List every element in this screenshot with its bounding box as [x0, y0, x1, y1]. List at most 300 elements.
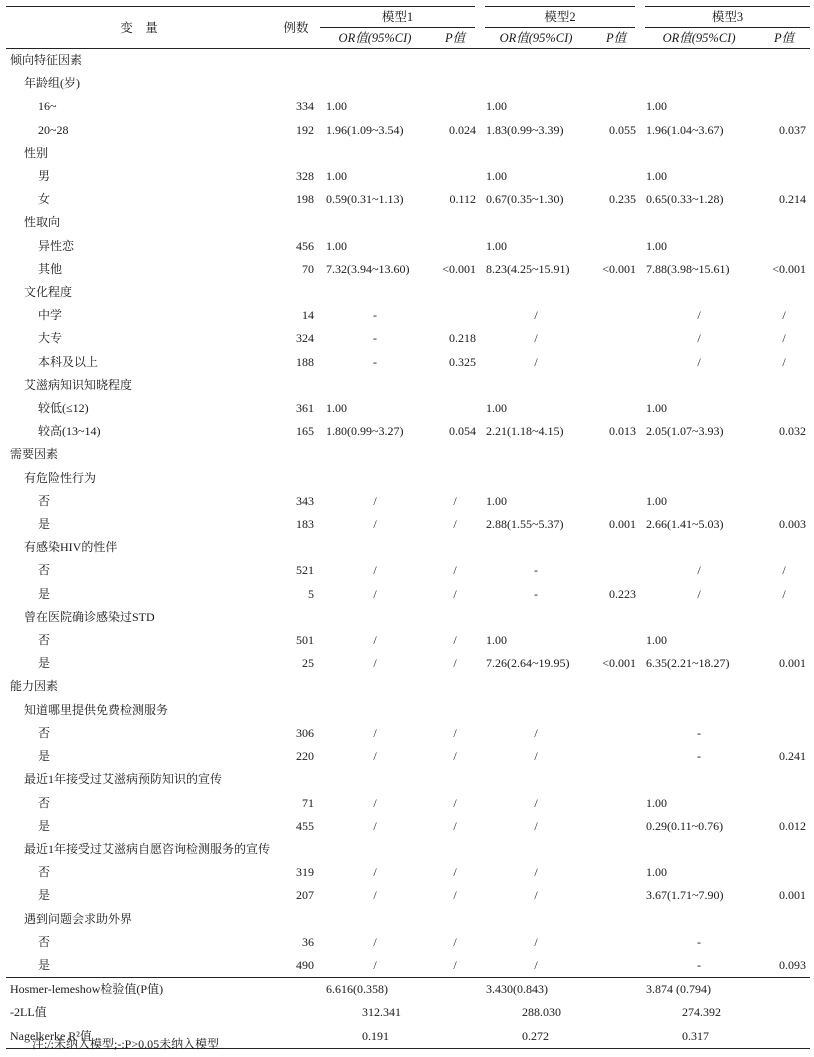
- table-row: [6, 559, 810, 582]
- row-label: 否: [38, 493, 51, 508]
- row-label: 否: [38, 795, 51, 810]
- row-count: 343: [296, 493, 314, 508]
- p-cell: [758, 72, 810, 95]
- or-cell: [480, 443, 592, 466]
- p-cell: /: [453, 888, 457, 903]
- table-row: [6, 606, 810, 629]
- table-row: [6, 699, 810, 722]
- or-cell: [480, 374, 592, 397]
- p-cell: /: [782, 354, 786, 369]
- header-model-3: 模型3: [640, 7, 810, 28]
- row-label: 性别: [24, 145, 49, 160]
- row-label: 有危险性行为: [24, 470, 97, 485]
- row-label: 较高(13~14): [38, 424, 101, 439]
- or-cell: /: [697, 331, 701, 346]
- p-cell: [592, 722, 640, 745]
- stats-value-model-3: 0.317: [682, 1028, 710, 1043]
- header-variable: 变 量: [6, 7, 272, 49]
- row-label: 否: [38, 934, 51, 949]
- row-label: 艾滋病知识知晓程度: [24, 377, 133, 392]
- table-row: [6, 861, 810, 884]
- or-cell: [640, 699, 758, 722]
- table-row: [6, 351, 810, 374]
- p-cell: [430, 95, 480, 118]
- or-cell: /: [534, 818, 538, 833]
- or-cell: /: [373, 957, 377, 972]
- or-cell: /: [373, 493, 377, 508]
- p-cell: [430, 142, 480, 165]
- table-row: [6, 768, 810, 791]
- table-row: [6, 583, 810, 606]
- or-cell: /: [373, 725, 377, 740]
- or-cell: [320, 908, 430, 931]
- table-row: [6, 258, 810, 281]
- p-cell: [430, 606, 480, 629]
- or-cell: /: [373, 818, 377, 833]
- table-row: [6, 304, 810, 327]
- row-count: 324: [296, 331, 314, 346]
- p-cell: <0.001: [602, 656, 637, 671]
- p-cell: [430, 838, 480, 861]
- row-label: 20~28: [38, 122, 69, 137]
- or-cell: -: [373, 308, 377, 323]
- row-label: 倾向特征因素: [10, 53, 83, 67]
- or-cell: /: [373, 586, 377, 601]
- row-count: 14: [302, 308, 314, 323]
- stats-row: [6, 1001, 810, 1024]
- p-cell: [592, 629, 640, 652]
- p-cell: [758, 95, 810, 118]
- or-cell: [640, 838, 758, 861]
- row-label: 否: [38, 725, 51, 740]
- or-cell: [320, 374, 430, 397]
- table-row: [6, 235, 810, 258]
- table-row: [6, 722, 810, 745]
- table-row: [6, 188, 810, 211]
- row-label: 是: [38, 586, 51, 601]
- stats-value-model-1: 0.191: [362, 1028, 389, 1043]
- row-label: 最近1年接受过艾滋病自愿咨询检测服务的宣传: [24, 841, 271, 856]
- row-count: [272, 675, 320, 698]
- p-cell: [592, 745, 640, 768]
- p-cell: [758, 606, 810, 629]
- row-label: 能力因素: [10, 679, 59, 694]
- or-cell: [640, 768, 758, 791]
- header-count: 例数: [272, 7, 320, 49]
- or-cell: 7.32(3.94~13.60): [326, 261, 410, 276]
- row-count: [272, 281, 320, 304]
- p-cell: [758, 49, 810, 73]
- table-row: [6, 420, 810, 443]
- header-or-2: OR值(95%CI): [480, 28, 592, 49]
- or-cell: 0.65(0.33~1.28): [646, 192, 724, 207]
- table-row: [6, 119, 810, 142]
- p-cell: 0.001: [779, 656, 807, 671]
- p-cell: /: [453, 865, 457, 880]
- or-cell: [320, 72, 430, 95]
- p-cell: /: [782, 308, 786, 323]
- p-cell: [592, 861, 640, 884]
- or-cell: /: [534, 934, 538, 949]
- row-label: 有感染HIV的性伴: [24, 540, 118, 555]
- table-row: [6, 931, 810, 954]
- p-cell: [592, 675, 640, 698]
- or-cell: [320, 675, 430, 698]
- or-cell: /: [534, 749, 538, 764]
- table-row: [6, 652, 810, 675]
- or-cell: 1.00: [486, 401, 508, 416]
- or-cell: [480, 142, 592, 165]
- or-cell: 7.88(3.98~15.61): [646, 261, 730, 276]
- or-cell: 1.00: [646, 238, 668, 253]
- row-count: 207: [296, 888, 314, 903]
- row-count: 36: [302, 934, 314, 949]
- p-cell: [430, 72, 480, 95]
- p-cell: /: [453, 818, 457, 833]
- or-cell: /: [373, 633, 377, 648]
- p-cell: [758, 699, 810, 722]
- table-row: [6, 954, 810, 978]
- or-cell: -: [373, 331, 377, 346]
- or-cell: [640, 374, 758, 397]
- or-cell: /: [373, 517, 377, 532]
- row-count: 319: [296, 865, 314, 880]
- p-cell: 0.241: [779, 749, 807, 764]
- p-cell: [592, 931, 640, 954]
- p-cell: [592, 351, 640, 374]
- table-row: [6, 815, 810, 838]
- row-label: 女: [38, 192, 51, 207]
- p-cell: [758, 490, 810, 513]
- or-cell: [320, 142, 430, 165]
- p-cell: [758, 281, 810, 304]
- row-label: 是: [38, 888, 51, 903]
- p-cell: [592, 792, 640, 815]
- or-cell: [480, 675, 592, 698]
- or-cell: [640, 281, 758, 304]
- or-cell: -: [373, 354, 377, 369]
- or-cell: [480, 606, 592, 629]
- row-count: 455: [296, 818, 314, 833]
- p-cell: [592, 397, 640, 420]
- regression-table: [6, 6, 810, 1049]
- or-cell: [640, 536, 758, 559]
- p-cell: [430, 675, 480, 698]
- p-cell: [592, 559, 640, 582]
- p-cell: [430, 467, 480, 490]
- row-label: 是: [38, 957, 51, 972]
- row-count: 328: [296, 169, 314, 184]
- p-cell: 0.055: [609, 122, 637, 137]
- row-count: 165: [296, 424, 314, 439]
- p-cell: 0.001: [779, 888, 807, 903]
- row-count: 192: [296, 122, 314, 137]
- or-cell: [320, 536, 430, 559]
- p-cell: [430, 768, 480, 791]
- or-cell: [320, 768, 430, 791]
- or-cell: 2.21(1.18~4.15): [486, 424, 564, 439]
- or-cell: /: [373, 563, 377, 578]
- p-cell: [758, 397, 810, 420]
- or-cell: /: [534, 795, 538, 810]
- p-cell: [592, 235, 640, 258]
- p-cell: /: [782, 331, 786, 346]
- p-cell: [592, 606, 640, 629]
- or-cell: [320, 443, 430, 466]
- or-cell: /: [534, 865, 538, 880]
- or-cell: /: [697, 308, 701, 323]
- or-cell: [480, 467, 592, 490]
- p-cell: [758, 722, 810, 745]
- or-cell: /: [534, 308, 538, 323]
- row-count: 188: [296, 354, 314, 369]
- p-cell: 0.001: [609, 517, 637, 532]
- p-cell: [430, 908, 480, 931]
- row-label: 中学: [38, 308, 63, 323]
- p-cell: 0.024: [449, 122, 477, 137]
- or-cell: [640, 142, 758, 165]
- p-cell: /: [453, 517, 457, 532]
- p-cell: /: [453, 563, 457, 578]
- p-cell: [592, 211, 640, 234]
- p-cell: [592, 374, 640, 397]
- or-cell: /: [697, 563, 701, 578]
- p-cell: [592, 95, 640, 118]
- row-count: [272, 374, 320, 397]
- table-row: [6, 327, 810, 350]
- p-cell: [592, 884, 640, 907]
- or-cell: [320, 699, 430, 722]
- table-row: [6, 536, 810, 559]
- or-cell: [480, 768, 592, 791]
- p-cell: [430, 211, 480, 234]
- row-count: 490: [296, 957, 314, 972]
- or-cell: 1.00: [646, 401, 668, 416]
- row-label: 最近1年接受过艾滋病预防知识的宣传: [24, 772, 223, 787]
- table-row: [6, 490, 810, 513]
- or-cell: -: [697, 725, 702, 740]
- p-cell: [430, 281, 480, 304]
- stats-label: -2LL值: [10, 1005, 47, 1020]
- p-cell: [592, 908, 640, 931]
- table-row: [6, 908, 810, 931]
- or-cell: 0.67(0.35~1.30): [486, 192, 564, 207]
- row-count: 361: [296, 401, 314, 416]
- row-label: 性取向: [24, 215, 61, 230]
- or-cell: -: [697, 934, 702, 949]
- row-count: [272, 467, 320, 490]
- row-label: 否: [38, 633, 51, 648]
- row-label: 否: [38, 865, 51, 880]
- p-cell: 0.013: [609, 424, 637, 439]
- row-label: 需要因素: [10, 447, 59, 462]
- table-row: [6, 838, 810, 861]
- p-cell: [430, 374, 480, 397]
- p-cell: [758, 443, 810, 466]
- p-cell: [758, 165, 810, 188]
- row-count: [272, 72, 320, 95]
- or-cell: 1.00: [326, 238, 347, 253]
- p-cell: [592, 165, 640, 188]
- row-label: 16~: [38, 99, 57, 114]
- row-label: 是: [38, 656, 51, 671]
- row-count: [272, 838, 320, 861]
- table-row: [6, 165, 810, 188]
- p-cell: 0.037: [779, 122, 807, 137]
- stats-value-model-3: 3.874 (0.794): [646, 982, 712, 997]
- table-row: [6, 95, 810, 118]
- row-count: [272, 49, 320, 73]
- p-cell: /: [453, 725, 457, 740]
- or-cell: /: [373, 749, 377, 764]
- p-cell: /: [782, 563, 786, 578]
- header-p-3: P值: [758, 28, 810, 49]
- or-cell: -: [697, 957, 702, 972]
- p-cell: /: [453, 934, 457, 949]
- or-cell: 1.00: [646, 633, 668, 648]
- or-cell: /: [534, 331, 538, 346]
- or-cell: 1.00: [646, 493, 668, 508]
- p-cell: /: [453, 795, 457, 810]
- row-label: 遇到问题会求助外界: [24, 911, 133, 926]
- or-cell: 0.29(0.11~0.76): [646, 818, 724, 833]
- p-cell: 0.325: [449, 354, 477, 369]
- row-count: 71: [302, 795, 314, 810]
- p-cell: /: [453, 633, 457, 648]
- header-p-2: P值: [592, 28, 640, 49]
- p-cell: /: [453, 493, 457, 508]
- or-cell: /: [373, 656, 377, 671]
- row-count: [272, 443, 320, 466]
- row-count: [272, 142, 320, 165]
- stats-value-model-2: 0.272: [522, 1028, 550, 1043]
- or-cell: /: [534, 957, 538, 972]
- or-cell: -: [534, 586, 539, 601]
- table-row: [6, 745, 810, 768]
- or-cell: /: [373, 865, 377, 880]
- or-cell: [640, 443, 758, 466]
- header-model-2: 模型2: [480, 7, 640, 28]
- row-label: 否: [38, 563, 51, 578]
- row-count: 198: [296, 192, 314, 207]
- or-cell: [320, 211, 430, 234]
- or-cell: 0.59(0.31~1.13): [326, 192, 404, 207]
- row-count: 521: [296, 563, 314, 578]
- or-cell: 6.35(2.21~18.27): [646, 656, 730, 671]
- or-cell: [480, 211, 592, 234]
- table-row: [6, 281, 810, 304]
- row-count: [272, 211, 320, 234]
- table-row: [6, 884, 810, 907]
- p-cell: [430, 49, 480, 73]
- p-cell: [592, 490, 640, 513]
- p-cell: [592, 467, 640, 490]
- p-cell: [758, 768, 810, 791]
- p-cell: [430, 699, 480, 722]
- p-cell: [592, 304, 640, 327]
- or-cell: /: [373, 888, 377, 903]
- header-or-1: OR值(95%CI): [320, 28, 430, 49]
- p-cell: [758, 908, 810, 931]
- table-body: [6, 49, 810, 1049]
- row-label: 文化程度: [24, 285, 73, 300]
- or-cell: -: [697, 749, 702, 764]
- or-cell: 1.00: [486, 99, 508, 114]
- or-cell: [480, 49, 592, 73]
- row-label: 其他: [38, 261, 63, 276]
- or-cell: [480, 72, 592, 95]
- p-cell: [592, 327, 640, 350]
- row-count: 220: [296, 749, 314, 764]
- stats-value-model-2: 288.030: [522, 1005, 562, 1020]
- p-cell: [592, 536, 640, 559]
- or-cell: 1.00: [646, 795, 668, 810]
- or-cell: 1.96(1.09~3.54): [326, 122, 404, 137]
- p-cell: [592, 281, 640, 304]
- or-cell: /: [534, 354, 538, 369]
- p-cell: <0.001: [772, 261, 807, 276]
- p-cell: 0.112: [449, 192, 477, 207]
- or-cell: 1.00: [486, 169, 508, 184]
- table-row: [6, 513, 810, 536]
- or-cell: /: [534, 725, 538, 740]
- row-count: 306: [296, 725, 314, 740]
- or-cell: 1.00: [326, 401, 347, 416]
- p-cell: [758, 142, 810, 165]
- table-row: [6, 467, 810, 490]
- p-cell: /: [453, 957, 457, 972]
- row-count: 25: [302, 656, 314, 671]
- or-cell: 1.00: [486, 633, 508, 648]
- p-cell: [592, 49, 640, 73]
- p-cell: [592, 699, 640, 722]
- row-count: [272, 768, 320, 791]
- p-cell: [758, 838, 810, 861]
- row-count: [272, 699, 320, 722]
- row-count: [272, 606, 320, 629]
- row-count: [272, 536, 320, 559]
- or-cell: 1.83(0.99~3.39): [486, 122, 564, 137]
- p-cell: 0.032: [779, 424, 807, 439]
- or-cell: [640, 908, 758, 931]
- row-count: 70: [302, 261, 314, 276]
- row-label: 年龄组(岁): [24, 76, 80, 91]
- or-cell: /: [373, 795, 377, 810]
- stats-value-model-3: 274.392: [682, 1005, 722, 1020]
- or-cell: [320, 838, 430, 861]
- p-cell: [592, 768, 640, 791]
- p-cell: /: [453, 586, 457, 601]
- or-cell: [640, 675, 758, 698]
- p-cell: <0.001: [442, 261, 477, 276]
- row-label: 是: [38, 818, 51, 833]
- p-cell: [592, 142, 640, 165]
- or-cell: 1.00: [326, 169, 347, 184]
- stats-label: Nagelkerke R²值: [10, 1028, 92, 1043]
- p-cell: [430, 304, 480, 327]
- p-cell: [758, 931, 810, 954]
- or-cell: [640, 606, 758, 629]
- row-count: 183: [296, 517, 314, 532]
- or-cell: 3.67(1.71~7.90): [646, 888, 724, 903]
- or-cell: 8.23(4.25~15.91): [486, 261, 570, 276]
- or-cell: [320, 467, 430, 490]
- or-cell: 7.26(2.64~19.95): [486, 656, 570, 671]
- or-cell: /: [697, 354, 701, 369]
- stats-empty: [272, 1001, 320, 1024]
- p-cell: /: [782, 586, 786, 601]
- or-cell: 1.80(0.99~3.27): [326, 424, 404, 439]
